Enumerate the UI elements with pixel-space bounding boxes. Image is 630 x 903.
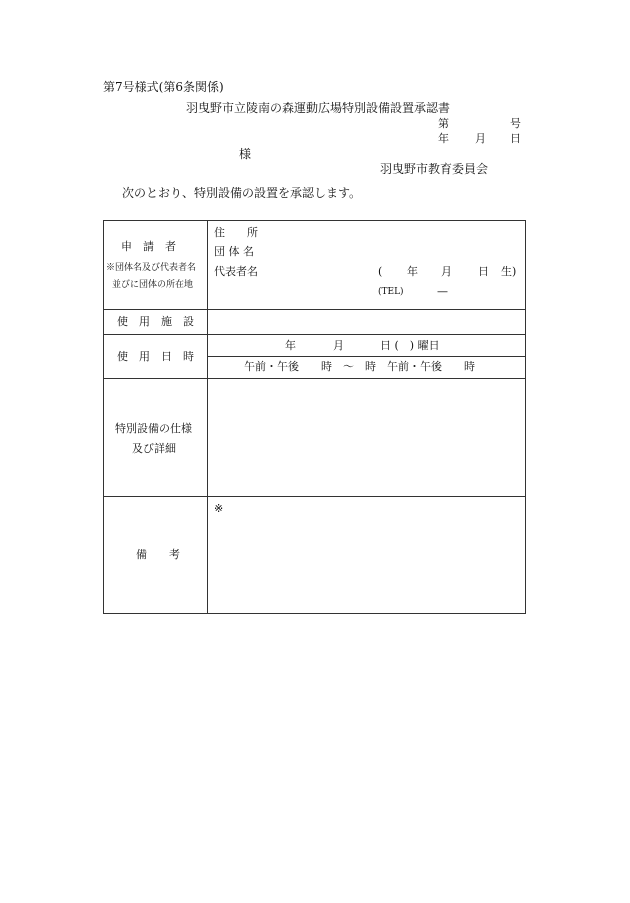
address-label: 住 所 <box>214 226 258 239</box>
birth-paren-open: ( <box>378 265 383 278</box>
facility-label: 使 用 施 設 <box>117 315 194 328</box>
representative-label: 代表者名 <box>214 265 258 278</box>
issue-year: 年 <box>438 132 449 145</box>
group-name-label: 団 体 名 <box>214 245 254 258</box>
doc-number-prefix: 第 <box>438 117 449 130</box>
remarks-mark: ※ <box>214 502 224 515</box>
form-number: 第7号様式(第6条関係) <box>103 80 224 94</box>
birth-end-label: 生) <box>501 265 517 278</box>
tel-dash: — <box>437 285 448 298</box>
issue-month: 月 <box>475 132 486 145</box>
column-divider <box>207 221 208 613</box>
date-label: 使 用 日 時 <box>117 350 194 363</box>
remarks-label: 備 考 <box>136 548 180 561</box>
tel-label: (TEL) <box>378 287 404 297</box>
addressee-sama: 様 <box>239 147 252 161</box>
row-divider-spec <box>104 496 525 497</box>
row-divider-date-inner <box>207 356 525 357</box>
use-day-weekday-label: 日 ( ) 曜日 <box>380 339 440 352</box>
use-month-label: 月 <box>333 339 344 352</box>
applicant-note-1: ※団体名及び代表者名 <box>106 263 197 273</box>
row-divider-facility <box>104 334 525 335</box>
birth-day-label: 日 <box>478 265 489 278</box>
spec-label-line2: 及び詳細 <box>132 442 176 455</box>
issuer-name: 羽曳野市教育委員会 <box>380 162 489 176</box>
issue-day: 日 <box>510 132 521 145</box>
applicant-label: 申 請 者 <box>121 240 176 253</box>
use-year-label: 年 <box>285 339 296 352</box>
approval-form-table <box>103 220 526 614</box>
use-time-range: 午前・午後 時 〜 時 午前・午後 時 <box>244 360 475 373</box>
birth-month-label: 月 <box>441 265 452 278</box>
page-title: 羽曳野市立陵南の森運動広場特別設備設置承認書 <box>186 101 451 115</box>
applicant-note-2: 並びに団体の所在地 <box>112 280 194 290</box>
intro-text: 次のとおり、特別設備の設置を承認します。 <box>122 186 362 200</box>
doc-number-suffix: 号 <box>510 117 521 130</box>
row-divider-date <box>104 378 525 379</box>
row-divider-applicant <box>104 309 525 310</box>
spec-label-line1: 特別設備の仕様 <box>115 422 192 435</box>
birth-year-label: 年 <box>407 265 418 278</box>
